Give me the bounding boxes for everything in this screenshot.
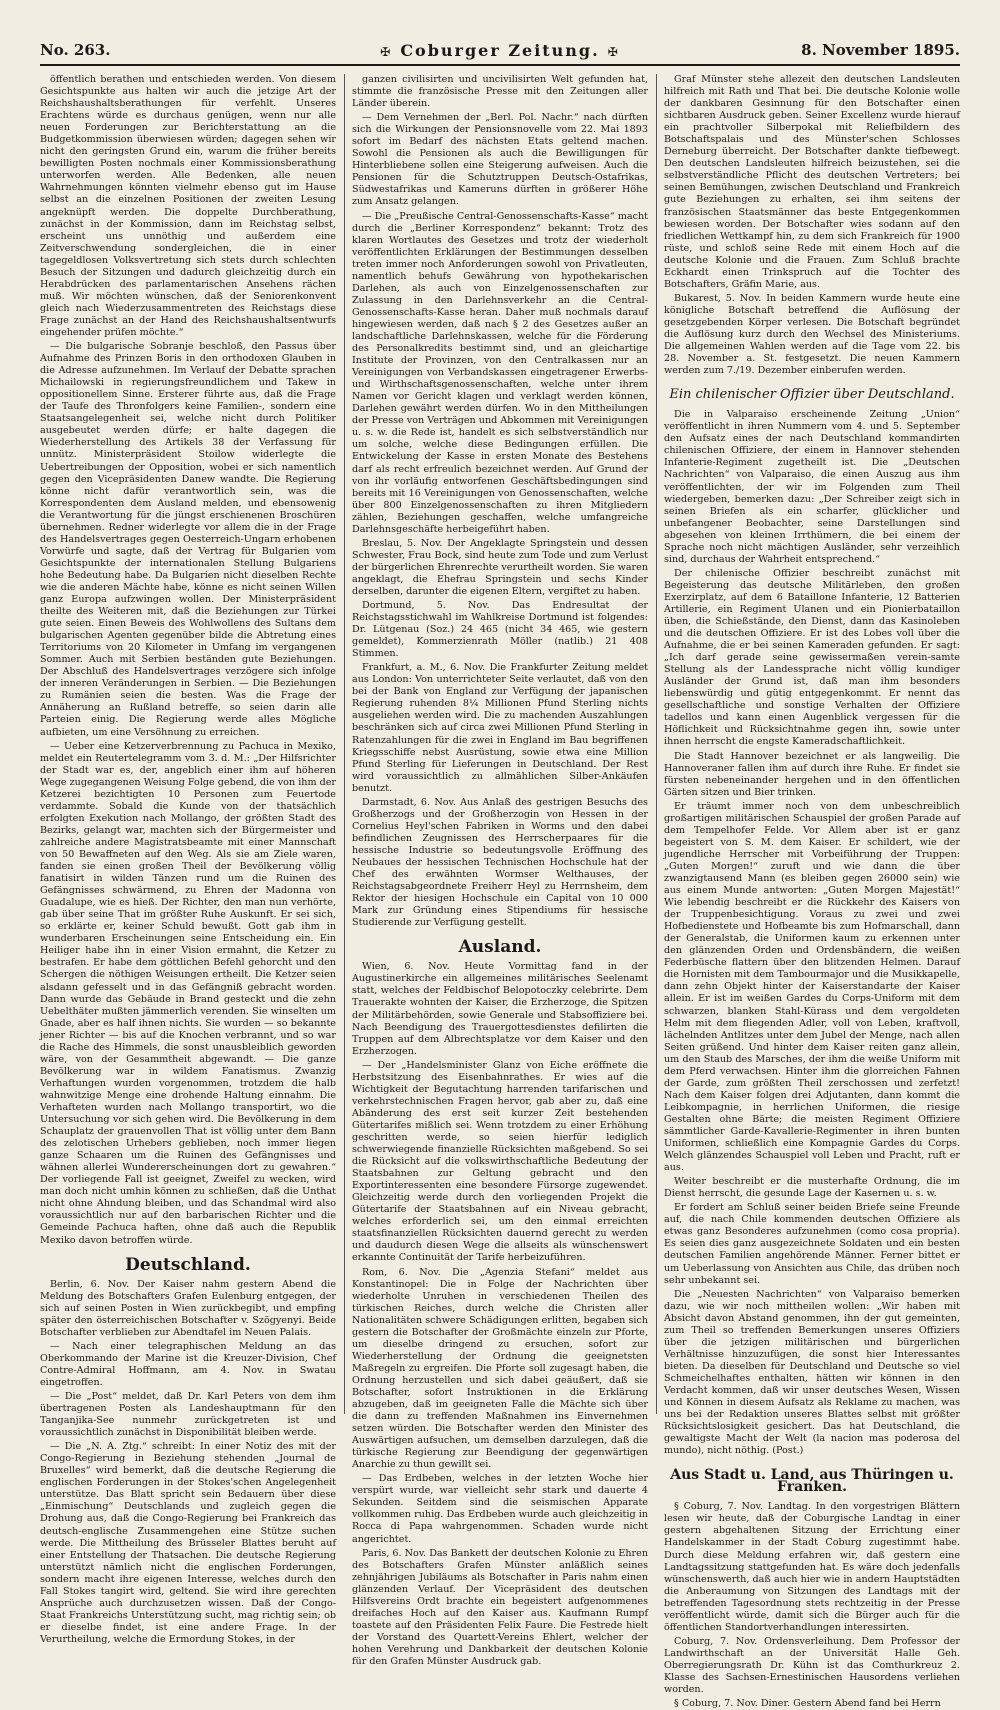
article-paragraph: Darmstadt, 6. Nov. Aus Anlaß des gestrigen Besuchs des Großherzogs und der Großherzogin von Hessen in der Cornelius Heyl'schen Fabriken in Worms und den dabei befindlichen Zeugnissen des Herrscherpaares für die hessische Industrie so bedeutungsvolle Eröffnung des Neubaues der hessischen Technischen Hochschule hat der Chef des erwähnten Wormser Welthauses, der Reichstagsabgeordnete Freiherr Heyl zu Herrnsheim, dem Rektor der hiesigen Hochschule ein Capital von 10 000 Mark zur Gründung eines Stipendiums für hessische Studierende zur Verfügung gestellt.: [352, 796, 648, 929]
article-paragraph: Breslau, 5. Nov. Der Angeklagte Springstein und dessen Schwester, Frau Bock, sind heute zum Tode und zum Verlust der bürgerlichen Ehrenrechte verurtheilt worden. Sie waren angeklagt, die Ehefrau Springstein und sechs Kinder derselben, darunter die eigenen Eltern, vergiftet zu haben.: [352, 537, 648, 597]
column-2: [344, 74, 648, 1667]
article-paragraph: — Die „Post“ meldet, daß Dr. Karl Peters von dem ihm übertragenen Posten als Landeshauptmann für den Tanganjika-See nunmehr zurückgetreten ist und voraussichtlich zunächst in Disponibilität bleiben werde.: [40, 1391, 336, 1439]
issue-date: 8. November 1895.: [801, 41, 960, 59]
article-paragraph: Er fordert am Schluß seiner beiden Briefe seine Freunde auf, die nach Chile kommenden deutschen Offiziere als etwas ganz Besonderes aufzunehmen (como cosa propria). Es seien dies ganz ausgezeichnete Soldaten und ein besten deutschen Familien angehörende Männer. Ferner bittet er um Ueberlassung von Ansichten aus Chile, das drüben noch sehr unbekannt sei.: [664, 1202, 960, 1286]
article-paragraph: § Coburg, 7. Nov. Landtag. In den vorgestrigen Blättern lesen wir heute, daß der Coburgische Landtag in einer gestern abgehaltenen Sitzung der Errichtung einer Handelskammer in der Stadt Coburg zugestimmt habe. Durch diese Meldung erfahren wir, daß gestern eine Landtagssitzung stattgefunden hat. Es wäre doch jedenfalls wünschenswerth, daß auch hier wie in andern Hauptstädten die Anberaumung von Sitzungen des Landtags mit der betreffenden Tagesordnung stets rechtzeitig in der Presse veröffentlicht würde, damit sich die Bürger auch für die öffentlichen Standortverhandlungen interessirten.: [664, 1501, 960, 1633]
article-paragraph: Wien, 6. Nov. Heute Vormittag fand in der Augustinerkirche ein allgemeines militärisches Seelenamt statt, welches der Feldbischof Belopotoczky celebrirte. Dem Trauerakte wohnten der Kaiser, die Erzherzoge, die Spitzen der Militärbehörden, sowie Generale und Stabsoffiziere bei. Nach Beendigung des Trauergottesdienstes defilirten die Truppen auf dem Albrechtsplatze vor dem Kaiser und den Erzherzogen.: [352, 961, 648, 1057]
section-heading: Ein chilenischer Offizier über Deutschland.: [669, 387, 955, 403]
article-paragraph: öffentlich berathen und entschieden werden. Von diesem Gesichtspunkte aus halten wir auch die jetzige Art der Reichshaushaltsberathungen für verfehlt. Unseres Erachtens würde es durchaus genügen, wenn nur alle neuen Forderungen zur Berichterstattung an die Budgetkommission überwiesen würden; dagegen sehen wir nicht den geringsten Grund ein, warum die früher bereits bewilligten Posten nochmals einer Kommissionsberathung unterworfen werden. Alle Bedenken, alle neuen Wahrnehmungen könnten vielmehr ebenso gut im Hause selbst an die einzelnen Positionen der zweiten Lesung angeknüpft werden. Die doppelte Durchberathung, zunächst in der Kommission, dann im Reichstag selbst, erscheint uns unnöthig und außerdem eine Zeitverschwendung sondergleichen, die in einer tagegeldlosen Volksvertretung sich stets durch schlechten Besuch der Sitzungen und dadurch gleichzeitig durch ein Herabdrücken des parlamentarischen Ansehens rächen muß. Wir möchten wünschen, daß der Seniorenkonvent gleich nach Wiederzusammentreten des Reichstags diese Frage zunächst an der Hand des Reichshaushaltsentwurfs eingehender prüfen möchte.“: [40, 74, 336, 338]
article-paragraph: Graf Münster stehe allezeit den deutschen Landsleuten hilfreich mit Rath und That bei. Die deutsche Kolonie wolle der dankbaren Gesinnung für den Botschafter einen sichtbaren Ausdruck geben. Seiner Excellenz wurde hierauf ein prachtvoller Silberpokal mit Reliefbildern des Botschaftspalais und des Münster'schen Schlosses Derneburg überreicht. Der Botschafter dankte tiefbewegt. Den deutschen Landsleuten hilfreich beizustehen, sei die selbstverständliche Pflicht des deutschen Vertreters; bei seinen Bemühungen, zwischen Deutschland und Frankreich gute Beziehungen zu erhalten, sei ihm seitens der französischen Staatsmänner das beste Entgegenkommen bewiesen worden. Der Botschafter wies sodann auf den friedlichen Wettkampf hin, zu dem sich Frankreich für 1900 rüste, und schloß seine Rede mit einem Hoch auf die deutsche Kolonie und die Frauen. Zum Schluß brachte Eckhardt einen Trinkspruch auf die Tochter des Botschafters, Gräfin Marie, aus.: [664, 74, 960, 290]
article-paragraph: — Das Erdbeben, welches in der letzten Woche hier verspürt wurde, war vielleicht sehr stark und dauerte 4 Sekunden. Seitdem sind die seismischen Apparate vollkommen ruhig. Das Erdbeben wurde auch gleichzeitig in Rocca di Papa wahrgenommen. Schaden wurde nicht angerichtet.: [352, 1473, 648, 1545]
newspaper-title: ✠ Coburger Zeitung. ✠: [372, 41, 628, 60]
article-paragraph: — Dem Vernehmen der „Berl. Pol. Nachr.“ nach dürften sich die Wirkungen der Pensionsnovelle vom 22. Mai 1893 sofort im Bedarf des nächsten Etats geltend machen. Sowohl die Pensionen als auch die Bewilligungen für Hinterbliebene sollen eine Steigerung aufweisen. Auch die Pensionen für die Schutztruppen Deutsch-Ostafrikas, Südwestafrikas und Kameruns dürften in größerer Höhe zum Ansatz gelangen.: [352, 112, 648, 208]
article-paragraph: Frankfurt, a. M., 6. Nov. Die Frankfurter Zeitung meldet aus London: Von unterrichteter Seite verlautet, daß von den bei der Bank von England zur Verfügung der japanischen Regierung ruhenden 8¼ Millionen Pfund Sterling nichts ausgeliehen werden wird. Die zu machenden Auszahlungen beschränken sich auf circa zwei Millionen Pfund Sterling in Ratenzahlungen für die zwei in England im Bau begriffenen Kriegsschiffe nebst Ausrüstung, sowie etwa eine Million Pfund Sterling für Lieferungen in Deutschland. Der Rest wird voraussichtlich zu allmählichen Silber-Ankäufen benutzt.: [352, 662, 648, 794]
article-paragraph: — Die „Preußische Central-Genossenschafts-Kasse“ macht durch die „Berliner Korrespondenz“ bekannt: Trotz des klaren Wortlautes des Gesetzes und trotz der wiederholt veröffentlichten Erklärungen der Bestimmungen desselben treten immer noch Anforderungen sowohl von Privatleuten, namentlich behufs Gewährung von hypothekarischen Darlehen, als auch von Einzelgenossenschaften zur Zulassung in den Darlehnsverkehr an die Central-Genossenschafts-Kasse heran. Daher muß nochmals darauf hingewiesen werden, daß nach § 2 des Gesetzes außer an landschaftliche Darlehnskassen, welche für die Förderung des Personalkredits bestimmt sind, und an gleichartige Institute der Provinzen, von den Centralkassen nur an Vereinigungen von Verbandskassen eingetragener Erwerbs- und Wirthschaftsgenossenschaften, welche unter ihrem Namen vor Gericht klagen und verklagt werden können, Darlehen gewährt werden dürfen. Wo in den Mittheilungen der Presse von Verträgen und Abkommen mit Vereinigungen u. s. w. die Rede ist, handelt es sich selbstverständlich nur um solche, welche diese Bedingungen erfüllen. Die Entwickelung der Kasse in ersten Monate des Bestehens darf als recht erfreulich bezeichnet werden. Auf Grund der von ihr vorläufig entworfenen Geschäftsbedingungen sind bereits mit 16 Vereinigungen von Genossenschaften, welche über 800 Einzelgenossenschaften zu ihren Mitgliedern zählen, Beziehungen geschaffen, welche umfangreiche Darlehnsgeschäfte herbeigeführt haben.: [352, 210, 648, 535]
article-paragraph: Die „Neuesten Nachrichten“ von Valparaiso bemerken dazu, wie wir noch mittheilen wollen: „Wir haben mit Absicht davon Abstand genommen, ihn der gut gemeinten, zum Theil so treffenden Bemerkungen unseres Offiziers über die jetzigen militärischen und bürgerlichen Verhältnisse hinzuzufügen, die sonst hier Interessantes bieten. Da dieselben für Deutschland und Deutsche so viel Schmeichelhaftes enthalten, hätten wir können in den Verdacht kommen, daß wir unser deutsches Wesen, Wissen und Können in diesem Aufsatz als Reklame zu machen, was uns bei der Redaktion unseres Blattes selbst mit größter Rücksichtslosigkeit gesichert. Das hat Deutschland, die gewaltigste Macht der Welt (la nacion mas poderosa del mundo), nicht nöthig. (Post.): [664, 1288, 960, 1457]
article-paragraph: Die Stadt Hannover bezeichnet er als langweilig. Die Hannoveraner fallen ihm auf durch ihre Ruhe. Er findet sie fürsten nebeneinander hergehen und in den öffentlichen Gärten sitzen und Bier trinken.: [664, 750, 960, 798]
article-paragraph: § Coburg, 7. Nov. Diner. Gestern Abend fand bei Herrn: [674, 1698, 941, 1710]
article-paragraph: Coburg, 7. Nov. Ordensverleihung. Dem Professor der Landwirthschaft an der Universität Halle Geh. Oberregierungsrath Dr. Kühn ist das Comthurkreuz 2. Klasse des Sachsen-Ernestinischen Hausordens verliehen worden.: [664, 1635, 960, 1696]
column-1: [40, 74, 336, 1645]
section-heading: Ausland.: [458, 937, 542, 958]
article-paragraph: — Die bulgarische Sobranje beschloß, den Passus über Aufnahme des Prinzen Boris in den orthodoxen Glauben in die Adresse aufzunehmen. Im Verlauf der Debatte sprachen Michailowski in regierungsfreundlichem und Takew in oppositionellem Sinne. Ersterer führte aus, daß die Frage der Taufe des Thronfolgers keine Familien-, sondern eine Staatsangelegenheit sei, welche nicht durch Politiker ausgebeutet werden dürfe; er halte dagegen die Wiederherstellung des Artikels 38 der Verfassung für unnütz. Ministerpräsident Stoilow widerlegte die Uebertreibungen der Opposition, wobei er sich namentlich gegen den Vicepräsidenten Danew wandte. Die Regierung könne nicht dafür verantwortlich sein, was die Korrespondenten dem Ausland melden, und ebensowenig die Verantwortung für die jüngst erschienenen Broschüren übernehmen. Redner widerlegte vor allem die in der Frage des Handelsvertrages gegen Oesterreich-Ungarn erhobenen Vorwürfe und sagte, daß der Vertrag für Bulgarien vom Gesichtspunkte der internationalen Stellung Bulgariens hohe Bedeutung habe. Da Bulgarien nicht dieselben Rechte wie die anderen Mächte habe, könne es nicht seinen Willen ganz Europa aufzwingen wollen. Der Ministerpräsident theilte des Weiteren mit, daß die Beziehungen zur Türkei gute seien. Einen Beweis des Wohlwollens des Sultans dem bulgarischen Agenten gegenüber bilde die Abtretung eines Territoriums von 20 Kilometer in Umfang im vergangenen Sommer. Auch mit Serbien beständen gute Beziehungen. Der Abschluß des Handelsvertrages verzögere sich infolge der inneren Veränderungen in Serbien. — Die Beziehungen zu Rumänien seien die besten. Was die Frage der Annäherung an Rußland betreffe, so seien darin alle Parteien einig. Die Regierung werde alles Mögliche aufbieten, um eine Versöhnung zu erreichen.: [40, 341, 336, 738]
article-paragraph: Berlin, 6. Nov. Der Kaiser nahm gestern Abend die Meldung des Botschafters Grafen Eulenburg entgegen, der sich auf seinen Posten in Wien zurückbegibt, und empfing später den österreichischen Botschafter v. Szögyenyi. Beide Botschafter verblieben zur Abendtafel im Neuen Palais.: [40, 1278, 336, 1338]
section-heading: Deutschland.: [125, 1254, 251, 1275]
article-paragraph: Weiter beschreibt er die musterhafte Ordnung, die im Dienst herrscht, die gesunde Lage der Kasernen u. s. w.: [664, 1176, 960, 1200]
section-heading: Aus Stadt u. Land, aus Thüringen u. Franken.: [670, 1467, 954, 1496]
article-paragraph: ganzen civilisirten und uncivilisirten Welt gefunden hat, stimmte die französische Presse mit den Zeitungen aller Länder überein.: [352, 74, 648, 110]
columns: [40, 74, 960, 1710]
article-paragraph: Die in Valparaiso erscheinende Zeitung „Union“ veröffentlicht in ihren Nummern vom 4. und 5. September den Aufsatz eines der nach Deutschland kommandirten chilenischen Offiziere, der einem in Hannover stehenden Infanterie-Regiment zugetheilt ist. Die „Deutschen Nachrichten“ von Valparaiso, die einen Auszug aus ihm veröffentlichten, der wir im Folgenden zum Theil wiedergeben, bemerken dazu: „Der Schreiber zeigt sich in seinen Briefen als ein scharfer, glücklicher und unbefangener Beobachter, seine Darstellungen sind abgesehen von kleinen Irrthümern, die bei einem der Sprache noch nicht mächtigen Ausländer, sehr verzeihlich sind, durchaus der Wahrheit entsprechend.“: [664, 409, 960, 565]
column-3: [656, 74, 960, 1710]
article-paragraph: — Nach einer telegraphischen Meldung an das Oberkommando der Marine ist die Kreuzer-Division, Chef Contre-Admiral Hoffmann, am 4. Nov. in Swatau eingetroffen.: [40, 1340, 336, 1388]
article-paragraph: Dortmund, 5. Nov. Das Endresultat der Reichstagsstichwahl im Wahlkreise Dortmund ist folgendes: Dr. Lütgenau (Soz.) 24 465 (nicht 34 465, wie gestern gemeldet), Kommerzienrath Möller (natlib.) 21 408 Stimmen.: [352, 600, 648, 660]
article-paragraph: Paris, 6. Nov. Das Bankett der deutschen Kolonie zu Ehren des Botschafters Grafen Münster anläßlich seines zehnjährigen Jubiläums als Botschafter in Paris nahm einen glänzenden Verlauf. Der Vicepräsident des deutschen Hilfsvereins Ordt brachte ein begeistert aufgenommenes dreifaches Hoch auf den Kaiser aus. Kaufmann Rumpf toastete auf den Präsidenten Felix Faure. Die Festrede hielt der Vorstand des Quartett-Vereins Ehlert, welcher der hohen Verehrung und Dankbarkeit der deutschen Kolonie für den Grafen Münster Ausdruck gab.: [352, 1547, 648, 1667]
article-paragraph: Rom, 6. Nov. Die „Agenzia Stefani“ meldet aus Konstantinopel: Die in Folge der Nachrichten über wiederholte Unruhen in verschiedenen Theilen des türkischen Reiches, durch welche die Christen aller Nationalitäten schwere Schädigungen erlitten, begaben sich gestern die Botschafter der Großmächte einzeln zur Pforte, um dieselbe dringend zu ersuchen, sofort zur Wiederherstellung der Ordnung die geeignetsten Maßregeln zu ergreifen. Die Pforte soll zugesagt haben, die Ordnung herzustellen und sich dabei geäußert, daß sie Botschafter, sofort Instruktionen in die Erklärung abzugeben, daß im geeigneten Falle die Mächte sich über die dann zu treffenden Maßnahmen ins Einvernehmen setzen würden. Die Botschafter werden den Minister des Auswärtigen aufsuchen, um demselben darzulegen, daß die türkische Regierung zur Beendigung der gegenwärtigen Anarchie zu thun gewillt sei.: [352, 1266, 648, 1471]
masthead: [40, 36, 960, 66]
article-paragraph: Bukarest, 5. Nov. In beiden Kammern wurde heute eine königliche Botschaft betreffend die Auflösung der gesetzgebenden Körper verlesen. Die Botschaft begründet die Auflösung kurz durch den Wechsel des Ministeriums. Die allgemeinen Wahlen werden auf die Tage vom 22. bis 28. November a. St. festgesetzt. Die neuen Kammern werden zum 7./19. Dezember einberufen werden.: [664, 292, 960, 377]
issue-number: No. 263.: [40, 41, 111, 59]
article-paragraph: — Die „N. A. Ztg.“ schreibt: In einer Notiz des mit der Congo-Regierung in Beziehung stehenden „Journal de Bruxelles“ wird bemerkt, daß die deutsche Regierung die englischen Forderungen in der Stokes'schen Angelegenheit unterstütze. Das Blatt spricht sein Bedauern über diese „Einmischung“ Deutschlands und zugleich gegen die Drohung aus, daß die Congo-Regierung bei Frankreich das deutsch-englische Zusammengehen eine Stütze suchen werde. Die Mittheilung des Brüsseler Blattes beruht auf einer Entstellung der Thatsachen. Die deutsche Regierung unterstützt nämlich nicht die englischen Forderungen, sondern macht ihre eigenen Interesse, welches durch den Fall Stokes tangirt wird, geltend. Sie wird ihre gerechten Ansprüche auch durchzusetzen wissen. Daß der Congo-Staat Frankreichs Unterstützung sucht, mag richtig sein; ob er dieselbe findet, ist eine andere Frage. In der Verurtheilung, welche die Ermordung Stokes, in der: [40, 1441, 336, 1645]
article-paragraph: Der chilenische Offizier beschreibt zunächst mit Begeisterung das deutsche Militärleben, den großen Exerzirplatz, auf dem 6 Bataillone Infanterie, 12 Batterien Artillerie, ein Regiment Ulanen und ein Pionierbataillon üben, die Schießstände, den Dienst, dann das Kasinoleben und die deutschen Offiziere. Er ist des Lobes voll über die Aufnahme, die er bei seinen Kameraden gefunden. Er sagt: „Ich darf gerade seine gewissermaßen verein-samte Stellung als der Landessprache nicht völlig kundiger Ausländer der Grund ist, daß man ihm besonders liebenswürdig und gütig entgegenkommt. Er nennt das gesellschaftliche und sonstige Verhalten der Offiziere tadellos und kann einen Augenblick vergessen für die Höflichkeit und Rücksichtnahme gegen ihn, sowie unter ihnen herrscht die engste Kameradschaftlichkeit.: [664, 567, 960, 748]
article-paragraph: — Der „Handelsminister Glanz von Eiche eröffnete die Herbstsitzung des Eisenbahnrathes. Er wies auf die Wichtigkeit der Begutachtung harrenden tarifarischen und verkehrstechnischen Fragen hervor, gab aber zu, daß eine Abänderung des erst seit kurzer Zeit bestehenden Gütertarifes mißlich sei. Wenn trotzdem zu einer Erhöhung geschritten werde, so seien hierfür lediglich schwerwiegende finanzielle Rücksichten maßgebend. So sei die Rücksicht auf die volkswirthschaftliche Bedeutung der Staatsbahnen zur Geltung gebracht und den Exportinteressenten eine besondere Fürsorge zugewendet. Gleichzeitig werde durch den vorliegenden Projekt die Gütertarife der Staatsbahnen auf ein Niveau gebracht, welches erforderlich sei, um den einmal erreichten staatsfinanziellen Rücksichten dauernd gerecht zu werden und daudurch diesen Wege die allseits als wünschenswert erkannte Continuität der Tarife herbeizuführen.: [352, 1059, 648, 1264]
article-paragraph: Er träumt immer noch von dem unbeschreiblich großartigen militärischen Schauspiel der großen Parade auf dem Tempelhofer Felde. Vor Allem aber ist er ganz begeistert von S. M. dem Kaiser. Er schildert, wie der jugendliche Herrscher mit Vorbeiführung der Truppen: „Guten Morgen!“ zuruft und wie dann die über zwanzigtausend Mann (es bleiben gegen 26000 sein) wie aus einem Munde antworten: „Guten Morgen Majestät!“ Wie lebendig beschreibt er die Rückkehr des Kaisers von der Truppenbesichtigung. Voraus zu zwei und zwei Hofbedienstete und Hofbeamte bis zum Hofmarschall, dann der Generalstab, die Uniformen kaum zu erkennen unter den glänzenden Orden und Ordensbändern, die weißen Federbüsche flattern über den blitzenden Helmen. Darauf die Hornisten mit dem Tambourmajor und die Musikkapelle, dann zehn Objekt hinter der Kaiserstandarte der Kaiser allein. Er ist im weißen Gardes du Corps-Uniform mit dem schwarzen, blanken Stahl-Kürass und dem vergoldeten Helm mit dem fliegenden Adler, voll von Leben, kraftvoll, lächelnden Antlitzes unter dem Jubel der Menge, nach allen Seiten grüßend. Und hinter dem Kaiser reiten ganz allein, um den Staub des Marsches, der ihm die weiße Uniform mit dem Pferd verwachsen. Hinter ihm die glorreichen Fahnen der Garde, zum größten Theil zerschossen und zerfetzt! Nach dem Kaiser folgen drei Adjutanten, dann kommt die Leibkompagnie, in herrlichen Uniformen, die riesige Gestalten ohne Bärte; die meisten Regiment Offiziere sämmtlicher Garde-Kavallerie-Regimenter in ihren bunten Uniformen, schließlich eine Kompagnie Gardes du Corps. Welch glänzendes Schauspiel voll Leben und Pracht, ruft er aus.: [664, 800, 960, 1174]
article-paragraph: — Ueber eine Ketzerverbrennung zu Pachuca in Mexiko, meldet ein Reutertelegramm vom 3. d. M.: „Der Hilfsrichter der Stadt war es, der, angeblich einer ihm auf höheren Wege zugegangenen Weisung Folge gebend, die von ihm der Ketzerei bezichtigten 10 Personen zum Feuertode verdammte. Sobald die Kunde von der thatsächlich erfolgten Exekution nach Mollango, der größten Stadt des Bezirks, gelangt war, machten sich der Bürgermeister und zahlreiche andere Magistratsbeamte mit einer Mannschaft von 50 Bewaffneten auf den Weg. Als sie am Ziele waren, fanden sie einen großen Theil der Bevölkerung völlig fanatisirt in wilden Tänzen rund um die Ruinen des Gefängnisses schwärmend, zu Ehren der Madonna von Guadalupe, wie es hieß. Der Richter, den man nun verhörte, gab über seine That im größter Ruhe Auskunft. Er sei sich, so erklärte er, keiner Schuld bewußt. Gott gab ihm in wunderbaren Erscheinungen seine Entscheidung ein. Ein Heiliger habe ihn in einer Vision ermahnt, die Ketzer zu bestrafen. Er habe dem göttlichen Befehl gehorcht und den Schergen die nöthigen Weisungen ertheilt. Die Ketzer seien alsdann gefesselt und in das Gefängniß gebracht worden. Dann wurde das Gebäude in Brand gesteckt und die zehn Uebelthäter mußten jämmerlich verenden. Sie winselten um Gnade, aber es half ihnen nichts. Sie wurden — so bekannte jener Richter — bis auf die Knochen verbrannt, und so war die Rache des Himmels, die sonst unausbleiblich geworden wäre, von der Gesammtheit abgewandt. — Die ganze Bevölkerung war in wildem Fanatismus. Zwanzig Verhaftungen wurden vorgenommen, trotzdem die halb wahnwitzige Menge eine drohende Haltung einnahm. Die Verhafteten wurden nach Mollango transportirt, wo die Untersuchung vor sich gehen wird. Die Bevölkerung in dem Schauplatz der grauenvollen That ist völlig unter dem Bann des zelotischen Urhebers geblieben, noch immer liegen ganze Schaaren um die Ruinen des Gefängnisses und wähnen allerlei Wundererscheinungen dort zu gewahren.“ Der vorliegende Fall ist geeignet, Zweifel zu wecken, wird man doch nicht umhin können zu schließen, daß die Unthat nicht ohne Ahndung bleiben, und das Schandmal wird also voraussichtlich nur auf den barbarischen Richter und die Gemeinde Pachuca haften, ohne daß auch die Republik Mexiko davon betroffen würde.: [40, 740, 336, 1246]
